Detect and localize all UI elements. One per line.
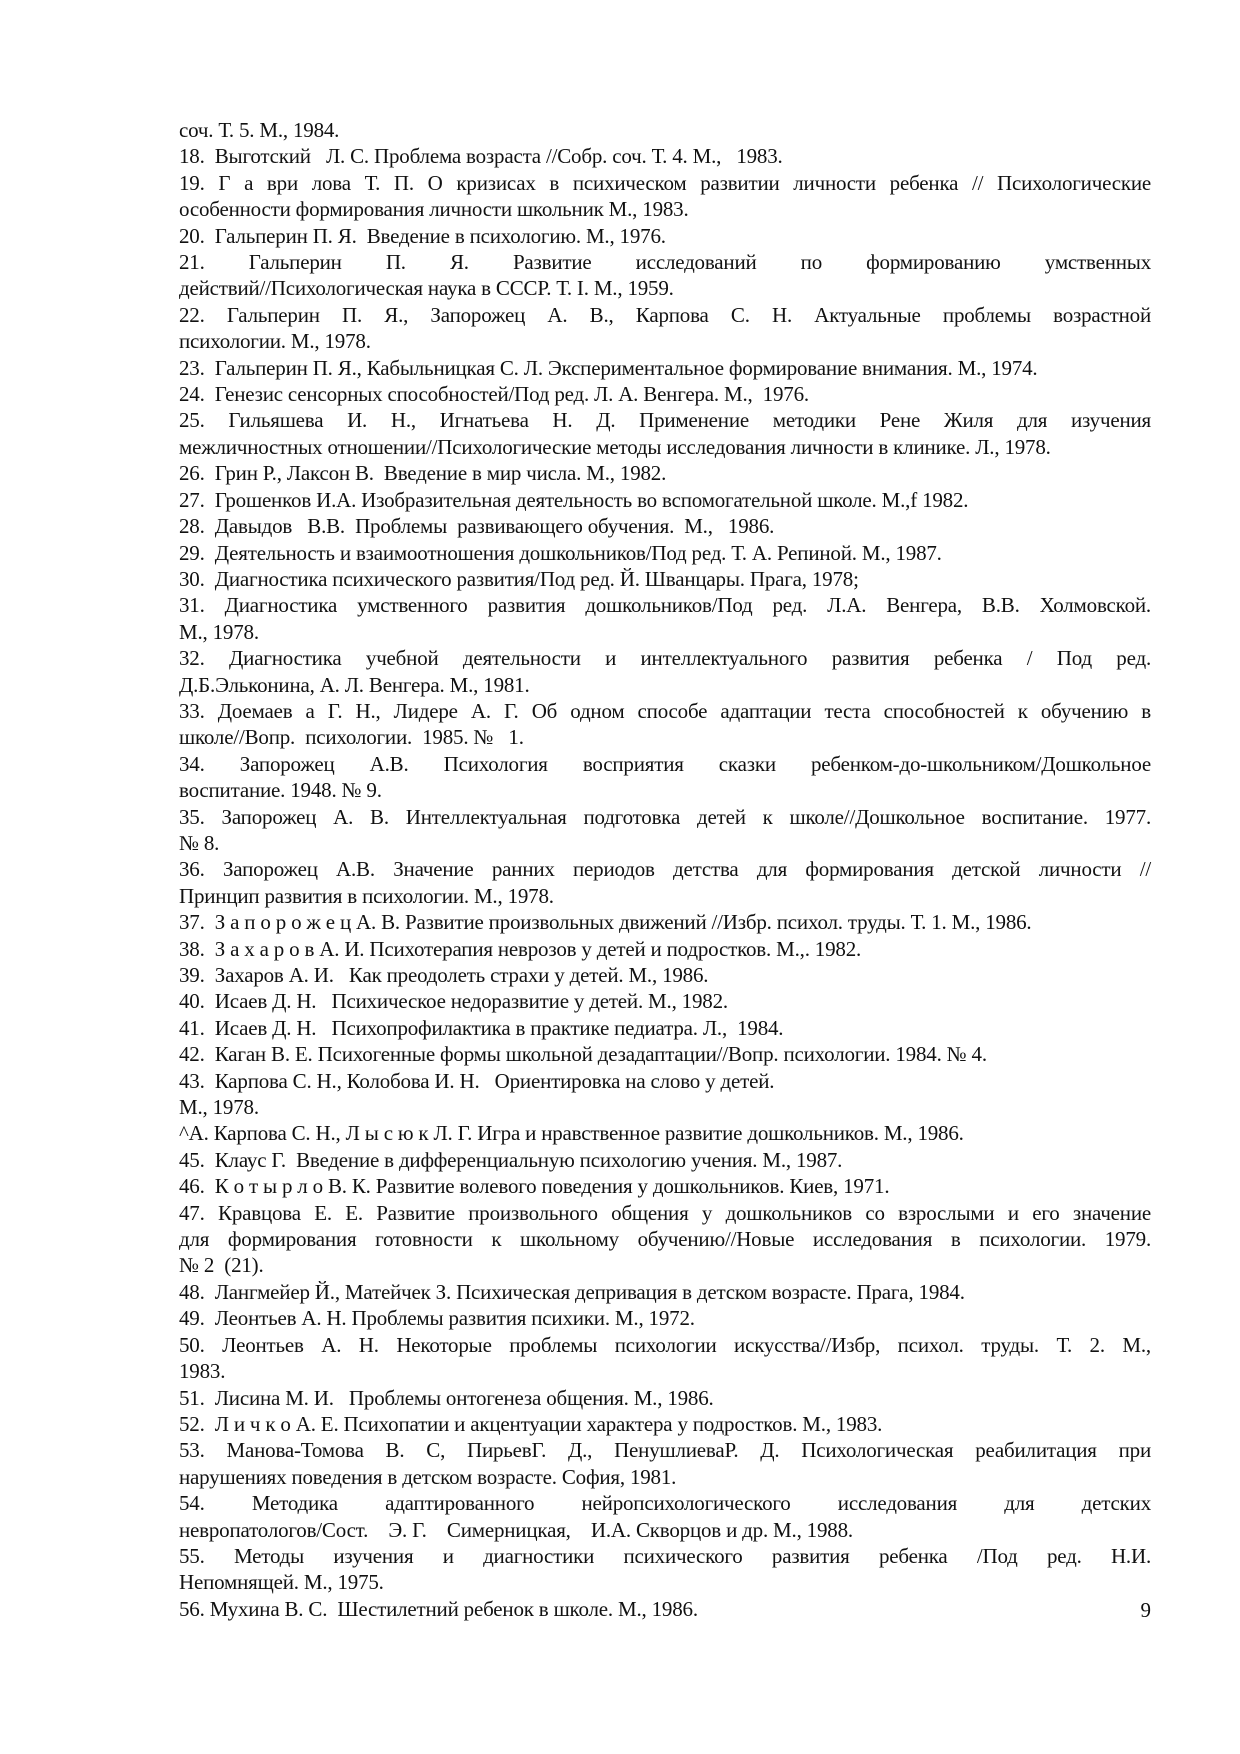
entry-line: Непомнящей. М., 1975. <box>179 1570 384 1595</box>
entry-line: 21. Гальперин П. Я. Развитие исследований по формированию умственных <box>179 250 1151 275</box>
bibliography-entry <box>179 143 1151 169</box>
entry-line: 48. Лангмейер Й., Матейчек З. Психическая депривация в детском возрасте. Прага, 1984. <box>179 1279 965 1304</box>
entry-line: ^А. Карпова С. Н., Л ы с ю к Л. Г. Игра и нравственное развитие дошкольников. М., 1986. <box>179 1121 964 1146</box>
bibliography-entry <box>179 170 1151 223</box>
bibliography-entry <box>179 381 1151 407</box>
entry-line: 28. Давыдов В.В. Проблемы развивающего обучения. М., 1986. <box>179 514 775 539</box>
entry-line: 50. Леонтьев А. Н. Некоторые проблемы психологии искусства//Избр, психол. труды. Т. 2. М., <box>179 1332 1151 1357</box>
entry-line: школе//Вопр. психологии. 1985. № 1. <box>179 725 524 750</box>
bibliography-entry <box>179 592 1151 645</box>
entry-line: 56. Мухина В. С. Шестилетний ребенок в школе. М., 1986. <box>179 1596 698 1621</box>
bibliography-entry <box>179 1068 1151 1121</box>
bibliography-entry <box>179 223 1151 249</box>
entry-line: 45. Клаус Г. Введение в дифференциальную психологию учения. М., 1987. <box>179 1147 843 1172</box>
entry-line: для формирования готовности к школьному обучению//Новые исследования в психологии. 1979. <box>179 1227 1151 1252</box>
entry-line: М., 1978. <box>179 1095 259 1120</box>
entry-line: 38. З а х а р о в А. И. Психотерапия неврозов у детей и подростков. М.,. 1982. <box>179 936 862 961</box>
entry-line: 34. Запорожец А.В. Психология восприятия сказки ребенком-до-школьником/Дошкольное <box>179 751 1151 776</box>
entry-line: 37. З а п о р о ж е ц А. В. Развитие произвольных движений //Избр. психол. труды. Т. 1. М., 1986. <box>179 910 1032 935</box>
entry-line: воспитание. 1948. № 9. <box>179 778 382 803</box>
entry-line: 41. Исаев Д. Н. Психопрофилактика в практике педиатра. Л., 1984. <box>179 1015 784 1040</box>
entry-line: 30. Диагностика психического развития/Под ред. Й. Шванцары. Прага, 1978; <box>179 566 859 591</box>
bibliography-entry <box>179 1411 1151 1437</box>
entry-line: 1983. <box>179 1359 226 1384</box>
entry-line: особенности формирования личности школьник М., 1983. <box>179 197 689 222</box>
bibliography-entry <box>179 1490 1151 1543</box>
bibliography-entry <box>179 1332 1151 1385</box>
entry-line: 26. Грин Р., Лаксон В. Введение в мир числа. М., 1982. <box>179 461 667 486</box>
entry-line: 22. Гальперин П. Я., Запорожец А. В., Карпова С. Н. Актуальные проблемы возрастной <box>179 302 1151 327</box>
bibliography-entry <box>179 1041 1151 1067</box>
bibliography-entry <box>179 1596 1151 1622</box>
entry-line: межличностных отношении//Психологические методы исследования личности в клинике. Л., 1978. <box>179 434 1051 459</box>
bibliography-entry <box>179 1173 1151 1199</box>
entry-line: № 2 (21). <box>179 1253 264 1278</box>
entry-line: 29. Деятельность и взаимоотношения дошкольников/Под ред. Т. А. Репиной. М., 1987. <box>179 540 942 565</box>
entry-line: 33. Доемаев а Г. Н., Лидере А. Г. Об одном способе адаптации теста способностей к обучению в <box>179 698 1151 723</box>
bibliography-entry <box>179 407 1151 460</box>
bibliography-entry <box>179 1543 1151 1596</box>
bibliography-entry <box>179 1305 1151 1331</box>
entry-line: Д.Б.Эльконина, А. Л. Венгера. М., 1981. <box>179 672 530 697</box>
entry-line: нарушениях поведения в детском возрасте. София, 1981. <box>179 1464 677 1489</box>
bibliography-entry <box>179 856 1151 909</box>
entry-line: невропатологов/Сост. Э. Г. Симерницкая, И.А. Скворцов и др. М., 1988. <box>179 1517 853 1542</box>
bibliography-entry <box>179 487 1151 513</box>
bibliography-entry <box>179 540 1151 566</box>
entry-line: 20. Гальперин П. Я. Введение в психологию. М., 1976. <box>179 223 666 248</box>
entry-line: психологии. М., 1978. <box>179 329 371 354</box>
entry-line: 27. Грошенков И.А. Изобразительная деятельность во вспомогательной школе. М.,f 1982. <box>179 487 969 512</box>
page-number: 9 <box>1140 1598 1151 1622</box>
entry-line: 42. Каган В. Е. Психогенные формы школьной дезадаптации//Вопр. психологии. 1984. № 4. <box>179 1042 987 1067</box>
bibliography-entry <box>179 302 1151 355</box>
bibliography-entry <box>179 1120 1151 1146</box>
bibliography-entry <box>179 645 1151 698</box>
entry-line: 35. Запорожец А. В. Интеллектуальная подготовка детей к школе//Дошкольное воспитание. 1977. <box>179 804 1151 829</box>
bibliography-entry <box>179 1147 1151 1173</box>
bibliography-entry <box>179 698 1151 751</box>
bibliography-entry <box>179 962 1151 988</box>
entry-line: 49. Леонтьев А. Н. Проблемы развития психики. М., 1972. <box>179 1306 695 1331</box>
entry-line: соч. Т. 5. М., 1984. <box>179 118 340 142</box>
bibliography-entry <box>179 909 1151 935</box>
bibliography-entry <box>179 460 1151 486</box>
entry-line: 55. Методы изучения и диагностики психического развития ребенка /Под ред. Н.И. <box>179 1543 1151 1568</box>
bibliography-entry <box>179 1200 1151 1279</box>
entry-line: 54. Методика адаптированного нейропсихологического исследования для детских <box>179 1491 1151 1516</box>
entry-line: 19. Г а ври лова Т. П. О кризисах в психическом развитии личности ребенка // Психологические <box>179 170 1151 195</box>
bibliography-entry <box>179 936 1151 962</box>
entry-line: 23. Гальперин П. Я., Кабыльницкая С. Л. Экспериментальное формирование внимания. М., 1974. <box>179 355 1038 380</box>
entry-line: № 8. <box>179 830 220 855</box>
bibliography-entry <box>179 566 1151 592</box>
bibliography-entry <box>179 117 1151 143</box>
entry-line: 24. Генезис сенсорных способностей/Под ред. Л. А. Венгера. М., 1976. <box>179 382 809 407</box>
entry-line: 53. Манова-Томова В. С, ПирьевГ. Д., ПенушлиеваР. Д. Психологическая реабилитация при <box>179 1438 1151 1463</box>
entry-line: 18. Выготский Л. С. Проблема возраста //Собр. соч. Т. 4. М., 1983. <box>179 144 783 169</box>
bibliography-entry <box>179 355 1151 381</box>
entry-line: 52. Л и ч к о А. Е. Психопатии и акцентуации характера у подростков. М., 1983. <box>179 1411 883 1436</box>
entry-line: действий//Психологическая наука в СССР. Т. I. М., 1959. <box>179 276 674 301</box>
entry-line: 40. Исаев Д. Н. Психическое недоразвитие у детей. М., 1982. <box>179 989 728 1014</box>
entry-line: 39. Захаров А. И. Как преодолеть страхи у детей. М., 1986. <box>179 963 709 987</box>
bibliography-entry <box>179 1437 1151 1490</box>
entry-line: 31. Диагностика умственного развития дошкольников/Под ред. Л.А. Венгера, В.В. Холмовской. <box>179 593 1151 618</box>
bibliography-entry <box>179 804 1151 857</box>
bibliography-entry <box>179 751 1151 804</box>
entry-line: 51. Лисина М. И. Проблемы онтогенеза общения. М., 1986. <box>179 1385 714 1410</box>
bibliography-entry <box>179 988 1151 1014</box>
entry-line: 46. К о т ы р л о В. К. Развитие волевого поведения у дошкольников. Киев, 1971. <box>179 1174 890 1199</box>
bibliography-entry <box>179 249 1151 302</box>
entry-line: 36. Запорожец А.В. Значение ранних периодов детства для формирования детской личности // <box>179 857 1151 882</box>
entry-line: Принцип развития в психологии. М., 1978. <box>179 883 554 908</box>
entry-line: 43. Карпова С. Н., Колобова И. Н. Ориентировка на слово у детей. <box>179 1068 775 1093</box>
entry-line: 32. Диагностика учебной деятельности и интеллектуального развития ребенка / Под ред. <box>179 646 1151 671</box>
entry-line: М., 1978. <box>179 619 259 644</box>
bibliography-list <box>179 117 1151 1622</box>
bibliography-entry <box>179 1385 1151 1411</box>
bibliography-entry <box>179 1015 1151 1041</box>
entry-line: 25. Гильяшева И. Н., Игнатьева Н. Д. Применение методики Рене Жиля для изучения <box>179 408 1151 433</box>
bibliography-entry <box>179 1279 1151 1305</box>
entry-line: 47. Кравцова Е. Е. Развитие произвольного общения у дошкольников со взрослыми и его значение <box>179 1200 1151 1225</box>
bibliography-entry <box>179 513 1151 539</box>
